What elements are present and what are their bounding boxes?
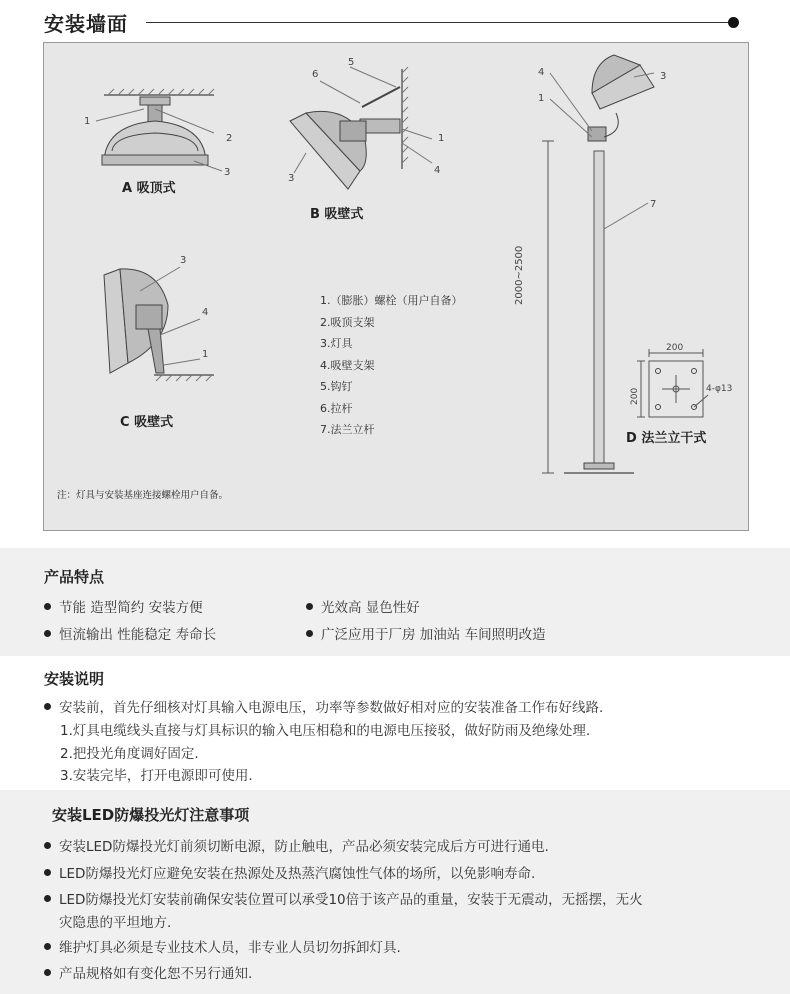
section-header [44,6,744,38]
part-number-label: 3 [288,173,295,184]
features-section [0,548,790,656]
install-step: 1.灯具电缆线头直接与灯具标识的输入电压相稳和的电源电压接驳，做好防雨及绝缘处理. [60,723,591,739]
part-number-label: 1 [538,93,545,104]
bullet-dot [44,842,51,849]
notice-item: LED防爆投光灯应避免安装在热源处及热蒸汽腐蚀性气体的场所，以免影响寿命. [44,862,535,882]
flange-width-dimension: 200 [666,343,684,353]
caption-wall-mount-b: B 吸壁式 [310,207,364,222]
part-number-label: 3 [224,167,231,178]
page-title: 安装墙面 [44,12,128,36]
part-number-label: 3 [660,71,667,82]
flange-hole-dimension: 4-φ13 [706,384,733,394]
feature-item: 光效高 显色性好 [306,596,420,616]
bullet-dot [306,630,313,637]
install-heading: 安装说明 [44,670,105,688]
features-heading: 产品特点 [44,568,105,586]
part-number-label: 1 [202,349,209,360]
legend-item: 7.法兰立杆 [320,423,375,436]
notice-heading: 安装LED防爆投光灯注意事项 [52,806,250,824]
flange-height-dimension: 200 [630,387,640,405]
install-step: 2.把投光角度调好固定. [60,746,199,762]
part-number-label: 1 [84,116,91,127]
bullet-dot [44,703,51,710]
title-rule [146,22,732,23]
legend-item: 1.（膨胀）螺栓（用户自备） [320,294,463,307]
part-number-label: 7 [650,199,657,210]
title-bullet-dot [728,17,739,28]
notice-section [0,790,790,994]
caption-flange-pole: D 法兰立干式 [626,431,707,446]
feature-item: 节能 造型简约 安装方便 [44,596,203,616]
part-number-label: 3 [180,255,187,266]
part-number-label: 5 [348,57,355,68]
feature-item: 广泛应用于厂房 加油站 车间照明改造 [306,623,546,643]
bullet-dot [44,895,51,902]
bullet-dot [44,869,51,876]
installation-diagram [43,42,749,531]
bullet-dot [306,603,313,610]
part-number-label: 6 [312,69,319,80]
parts-legend [320,290,463,441]
part-number-label: 2 [226,133,233,144]
install-section [0,656,790,790]
notice-item: 产品规格如有变化恕不另行通知. [44,962,252,982]
bullet-dot [44,943,51,950]
legend-item: 3.灯具 [320,337,353,350]
install-intro: 安装前，首先仔细核对灯具输入电源电压，功率等参数做好相对应的安装准备工作布好线路. [44,696,603,716]
notice-item-continuation: 灾隐患的平坦地方. [59,915,172,931]
legend-item: 6.拉杆 [320,401,353,415]
legend-item: 2.吸顶支架 [320,315,375,329]
legend-item: 5.钩钉 [320,380,353,393]
notice-item: 安装LED防爆投光灯前须切断电源，防止触电，产品必须安装完成后方可进行通电. [44,835,549,855]
caption-wall-mount-c: C 吸壁式 [120,415,174,430]
notice-item: LED防爆投光灯安装前确保安装位置可以承受10倍于该产品的重量，安装于无震动，无摇摆，无火 [44,888,643,908]
part-number-label: 4 [434,165,441,176]
legend-item: 4.吸壁支架 [320,358,375,372]
part-number-label: 4 [202,307,209,318]
caption-ceiling-mount: A 吸顶式 [122,181,176,196]
diagram-note: 注：灯具与安装基座连接螺栓用户自备。 [57,490,229,501]
bullet-dot [44,630,51,637]
part-number-label: 4 [538,67,545,78]
bullet-dot [44,969,51,976]
bullet-dot [44,603,51,610]
part-number-label: 1 [438,133,445,144]
pole-height-dimension: 2000~2500 [514,245,525,305]
feature-item: 恒流输出 性能稳定 寿命长 [44,623,216,643]
diagram-drawing [44,43,749,531]
notice-item: 维护灯具必须是专业技术人员，非专业人员切勿拆卸灯具. [44,936,401,956]
install-step: 3.安装完毕，打开电源即可使用. [60,768,253,784]
